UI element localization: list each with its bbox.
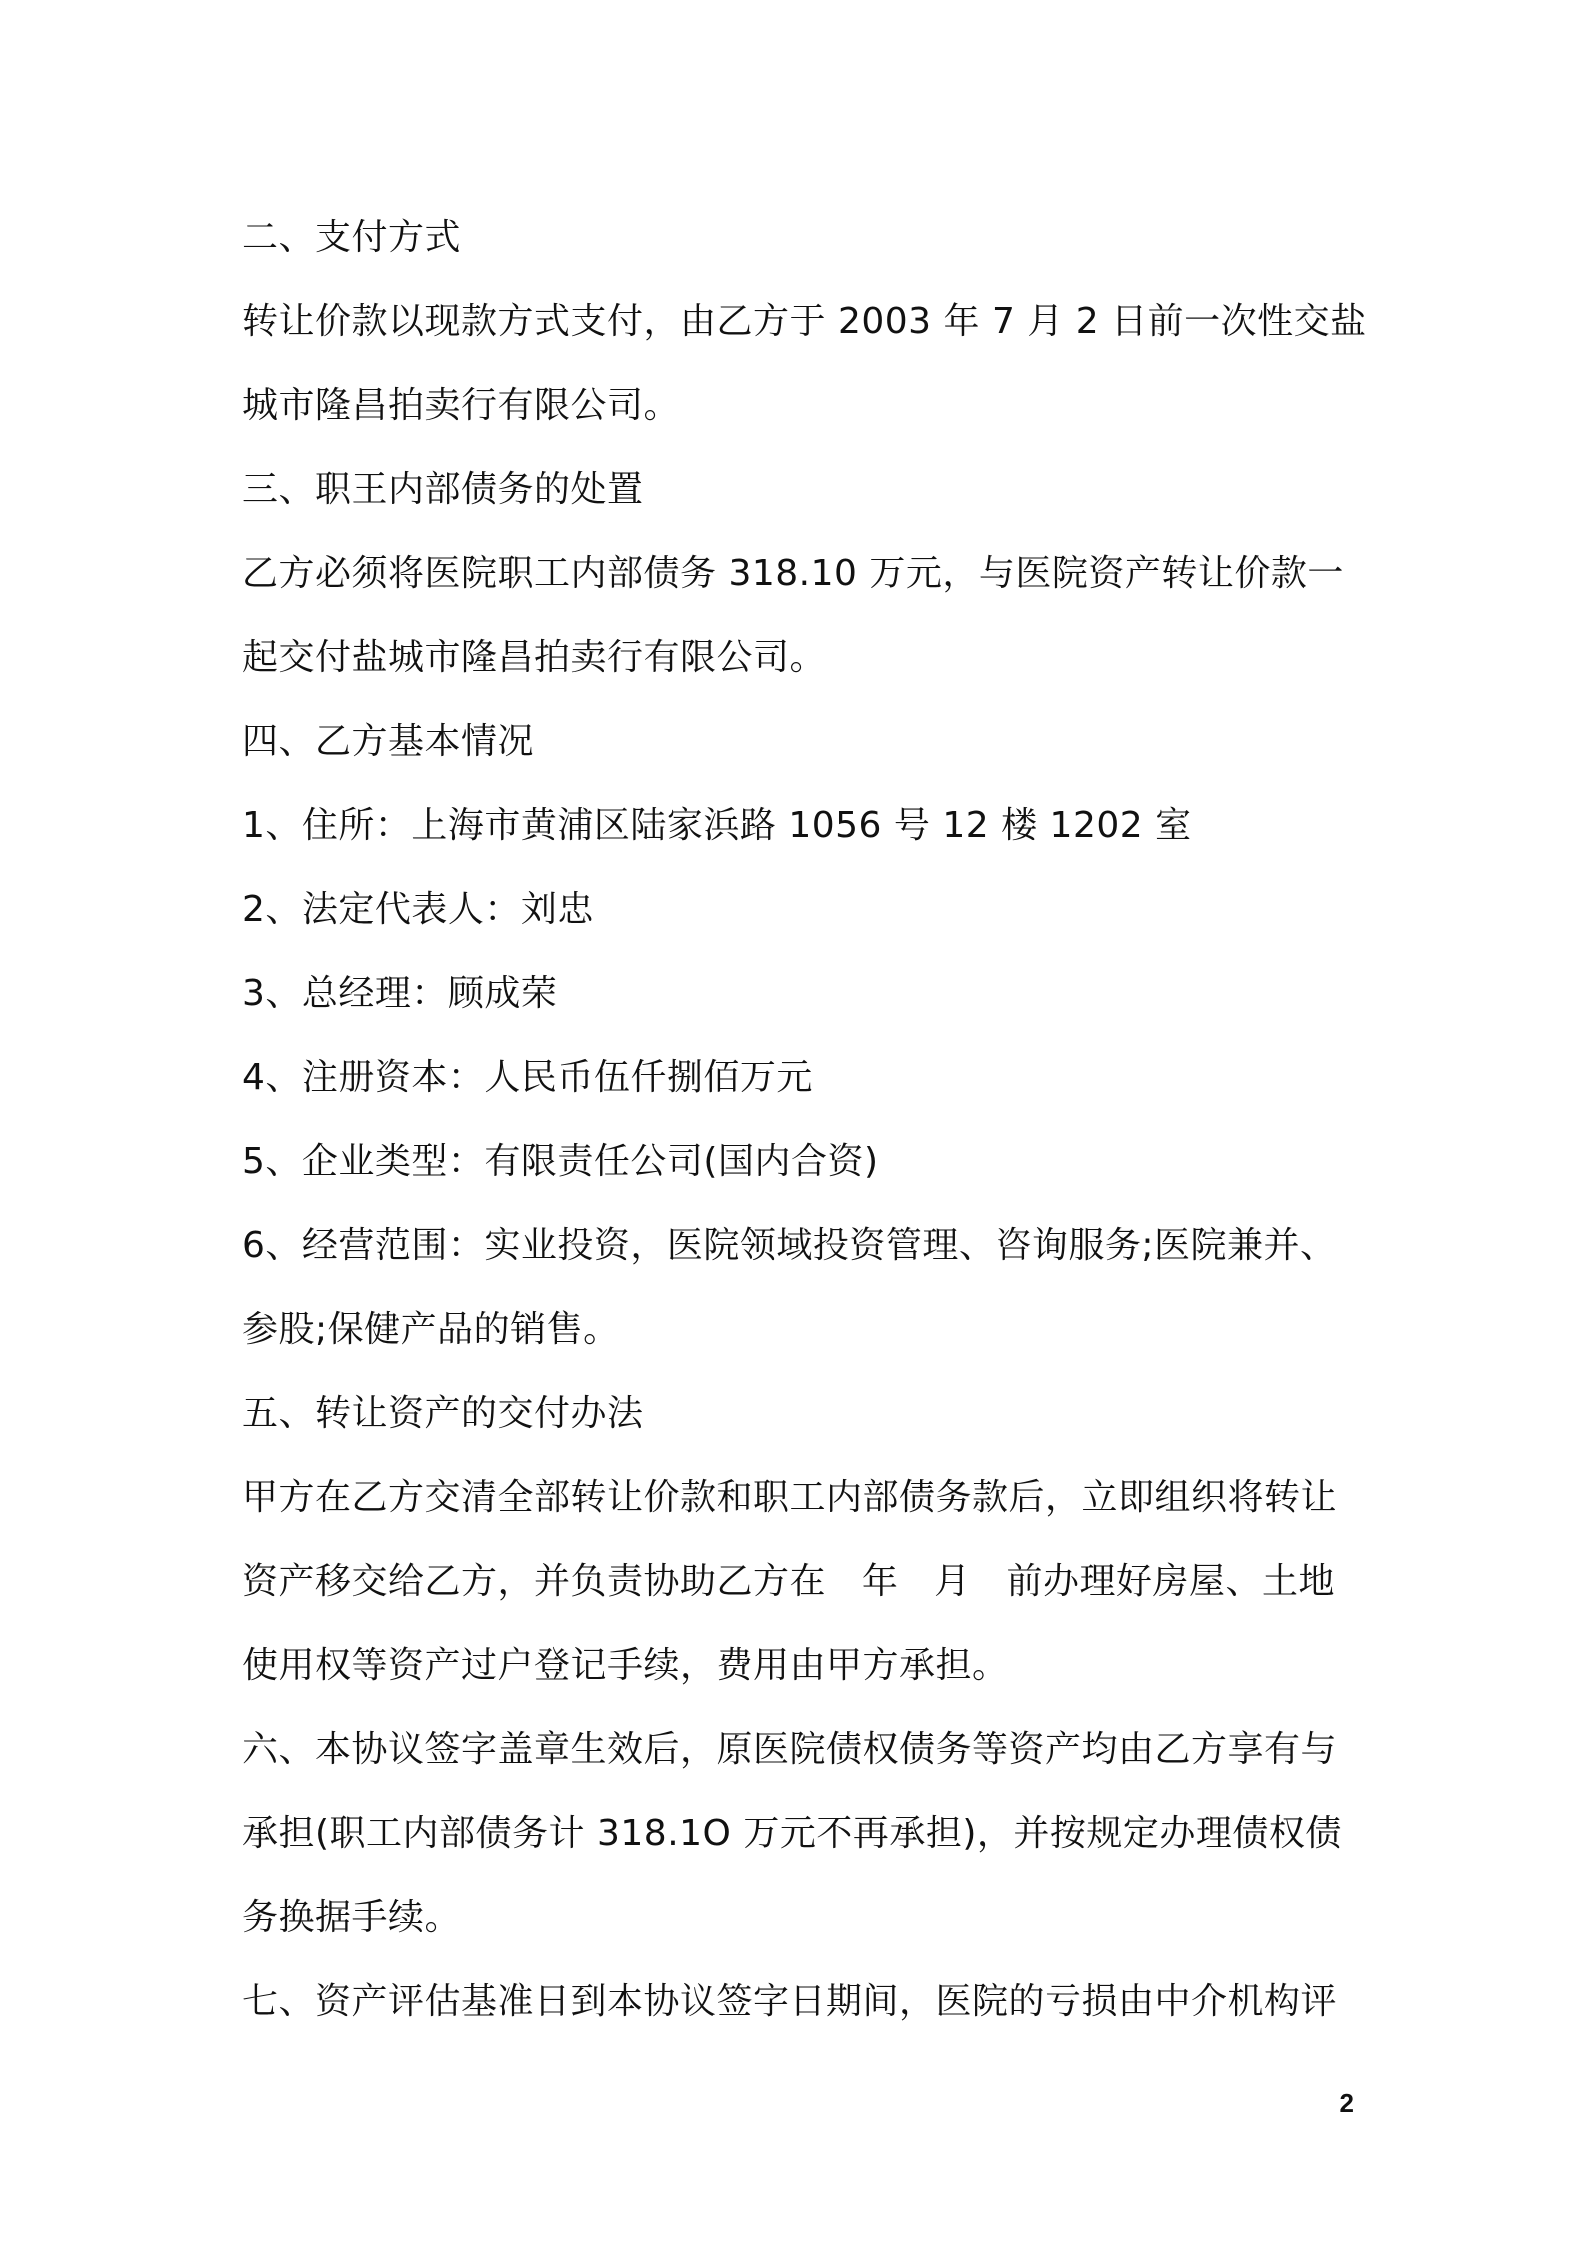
paragraph-line: 承担(职工内部债务计 318.1O 万元不再承担)，并按规定办理债权债 (242, 1813, 1342, 1854)
paragraph-line: 城市隆昌拍卖行有限公司。 (242, 385, 681, 426)
section-heading-internal-debt: 三、职王内部债务的处置 (242, 469, 644, 510)
paragraph-line: 甲方在乙方交清全部转让价款和职工内部债务款后，立即组织将转让 (242, 1477, 1338, 1518)
paragraph-line: 转让价款以现款方式支付，由乙方于 2003 年 7 月 2 日前一次性交盐 (242, 301, 1367, 342)
document-body (242, 196, 1367, 2044)
list-item-enterprise-type: 5、企业类型：有限责任公司(国内合资) (242, 1141, 879, 1182)
list-item-business-scope: 6、经营范围：实业投资，医院领域投资管理、咨询服务;医院兼并、 (242, 1225, 1337, 1266)
paragraph-line: 务换据手续。 (242, 1897, 462, 1938)
section-heading-clause-six: 六、本协议签字盖章生效后，原医院债权债务等资产均由乙方享有与 (242, 1729, 1338, 1770)
paragraph-line: 乙方必须将医院职工内部债务 318.10 万元，与医院资产转让价款一 (242, 553, 1344, 594)
section-heading-party-b-info: 四、乙方基本情况 (242, 721, 535, 762)
page-number: 2 (1339, 2088, 1354, 2118)
list-item-general-manager: 3、总经理：顾成荣 (242, 973, 558, 1014)
paragraph-line: 资产移交给乙方，并负责协助乙方在 年 月 前办理好房屋、土地 (242, 1561, 1335, 1602)
paragraph-line: 起交付盐城市隆昌拍卖行有限公司。 (242, 637, 827, 678)
section-heading-asset-delivery: 五、转让资产的交付办法 (242, 1393, 644, 1434)
section-heading-clause-seven: 七、资产评估基准日到本协议签字日期间，医院的亏损由中介机构评 (242, 1981, 1338, 2022)
list-item-legal-representative: 2、法定代表人：刘忠 (242, 889, 594, 930)
paragraph-line: 使用权等资产过户登记手续，费用由甲方承担。 (242, 1645, 1009, 1686)
list-item-registered-capital: 4、注册资本：人民币伍仟捌佰万元 (242, 1057, 813, 1098)
section-heading-payment: 二、支付方式 (242, 217, 462, 258)
list-item-address: 1、住所：上海市黄浦区陆家浜路 1056 号 12 楼 1202 室 (242, 805, 1192, 846)
paragraph-line: 参股;保健产品的销售。 (242, 1309, 620, 1350)
